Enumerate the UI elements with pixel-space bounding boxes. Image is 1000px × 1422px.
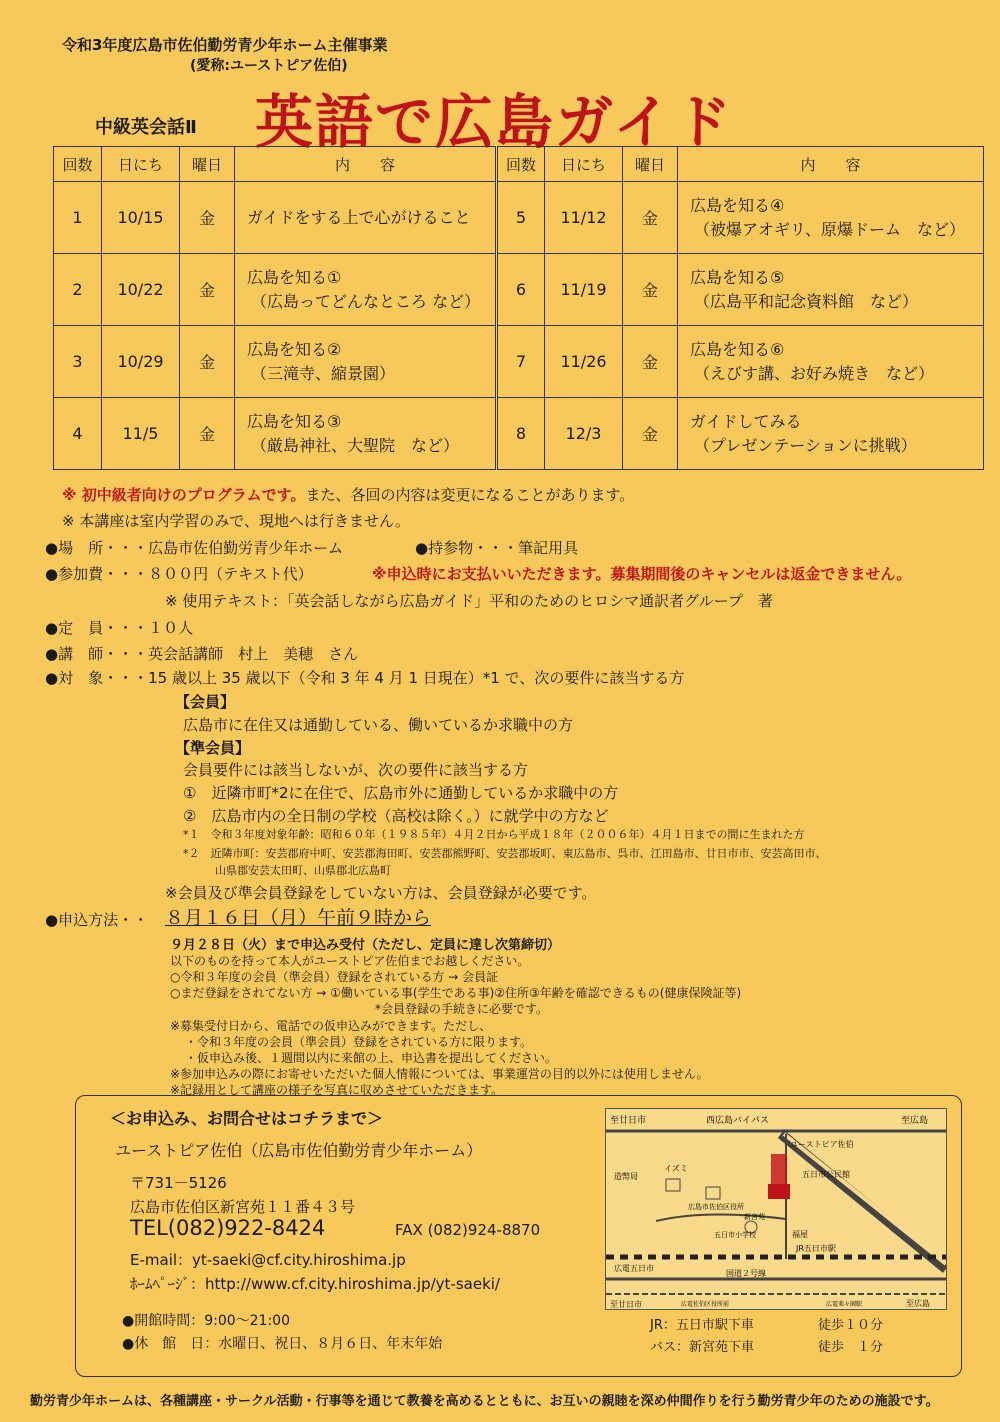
footer-text: 勤労青少年ホームは、各種講座・サークル活動・行事等を通じて教養を高めるとともに、お互いの親睦を深め仲間作りを行う勤労青少年のための施設です。 <box>30 1394 939 1409</box>
content-line: 広島を知る① <box>247 267 342 287</box>
header-date: 日にち <box>545 147 623 182</box>
apply-label: ●申込方法・・ <box>45 911 149 929</box>
apply-line: ※記録用として講座の様子を写真に収めさせていただきます。 <box>170 1083 504 1097</box>
info-place: ●場 所・・・広島市佐伯勤労青少年ホーム <box>45 539 344 557</box>
map-label: 至廿日市 <box>610 1300 642 1309</box>
email-link[interactable]: yt-saeki@cf.city.hiroshima.jp <box>192 1251 406 1269</box>
map-label: 広電五日市 <box>614 1264 654 1273</box>
session-date: 11/19 <box>545 254 623 326</box>
map-label: 広電佐伯区役所前 <box>681 1301 730 1308</box>
content-line: （厳島神社、大聖院 など） <box>251 435 460 455</box>
note-indoor: ※ 本講座は室内学習のみで、現地へは行きません。 <box>62 512 410 530</box>
apply-line: *会員登録の手続きに必要です。 <box>375 1002 549 1016</box>
apply-line: ※募集受付日から、電話での仮申込みができます。ただし、 <box>170 1019 492 1033</box>
contact-homepage <box>130 1273 500 1294</box>
map-label: 至広島 <box>901 1116 929 1126</box>
footnote-2: *２ 近隣市町：安芸郡府中町、安芸郡海田町、安芸郡熊野町、安芸郡坂町、東広島市、呉市、江田島市、廿日市市、安芸高田市、 <box>183 847 827 860</box>
sponsor-line: 令和3年度広島市佐伯勤労青少年ホーム主催事業 <box>62 36 388 54</box>
session-no: 8 <box>497 398 545 470</box>
session-day: 金 <box>623 398 678 470</box>
session-day: 金 <box>623 254 678 326</box>
session-date: 10/29 <box>102 326 180 398</box>
map-label: 福屋 <box>792 1230 808 1239</box>
session-date: 12/3 <box>545 398 623 470</box>
contact-org: ユーストピア佐伯（広島市佐伯勤労青少年ホーム） <box>115 1141 483 1160</box>
header-day: 曜日 <box>623 147 678 182</box>
content-line: （広島ってどんなところ など） <box>251 291 481 311</box>
access-jr: JR：五日市駅下車 <box>650 1318 754 1333</box>
content-line: （広島平和記念資料館 など） <box>694 291 919 311</box>
footnote-1: *１ 令和３年度対象年齢：昭和６０年（１９８５年）４月２日から平成１８年（２００６年）４月１日までの間に生まれた方 <box>183 828 805 841</box>
content-line: （えびす講、お好み焼き など） <box>694 363 935 383</box>
table-header-row <box>54 147 984 182</box>
map-label: 五日市小学校 <box>714 1231 756 1239</box>
info-fee: ●参加費・・・８００円（テキスト代） <box>45 565 313 583</box>
apply-line: ○令和３年度の会員（準会員）登録をされている方 → 会員証 <box>170 970 499 984</box>
info-bring: ●持参物・・・筆記用具 <box>415 539 579 557</box>
info-teacher: ●講 師・・・英会話講師 村上 美穂 さん <box>45 645 359 663</box>
izumi-building <box>666 1179 680 1191</box>
local-road <box>656 1214 786 1221</box>
table-row <box>54 254 984 326</box>
map-label: 西広島バイパス <box>706 1116 769 1126</box>
note-red-text: ※ 初中級者向けのプログラムです。 <box>62 486 306 504</box>
fax-label: FAX <box>395 1221 423 1239</box>
table-row <box>54 326 984 398</box>
content-line: 広島を知る⑥ <box>690 339 785 359</box>
homepage-link[interactable]: http://www.cf.city.hiroshima.jp/yt-saeki/ <box>205 1275 500 1293</box>
map-label: 至広島 <box>906 1299 930 1308</box>
info-capacity: ●定 員・・・１０人 <box>45 619 194 637</box>
session-content <box>678 254 984 326</box>
tel-number[interactable]: (082)922-8424 <box>167 1216 326 1240</box>
session-no: 4 <box>54 398 102 470</box>
closed-days: ●休 館 日：水曜日、祝日、８月６日、年末年始 <box>122 1336 443 1352</box>
apply-line: ・令和３年度の会員（準会員）登録をされている方に限ります。 <box>185 1035 533 1049</box>
nickname-line: (愛称:ユーストピア佐伯) <box>190 58 348 74</box>
footnote-2-cont: 山県郡安芸太田町、山県郡北広島町 <box>215 864 391 877</box>
apply-line: 以下のものを持って本人がユーストピア佐伯までお越しください。 <box>170 954 530 968</box>
assoc-cond-1: ① 近隣市町*2に在住で、広島市外に通勤しているか求職中の方 <box>183 784 619 802</box>
session-day: 金 <box>623 326 678 398</box>
session-date: 10/22 <box>102 254 180 326</box>
session-day: 金 <box>180 182 235 254</box>
page-title: 英語で広島ガイド <box>255 88 734 156</box>
table-row <box>54 182 984 254</box>
content-line: 広島を知る③ <box>247 411 342 431</box>
session-content <box>678 398 984 470</box>
homepage-label: ﾎｰﾑﾍﾟｰｼﾞ： <box>130 1275 206 1293</box>
session-day: 金 <box>180 398 235 470</box>
youthtopia-marker <box>768 1184 790 1199</box>
contact-address: 広島市佐伯区新宮苑１１番４３号 <box>130 1198 356 1216</box>
session-content <box>235 254 497 326</box>
table-row <box>54 398 984 470</box>
assoc-text: 会員要件には該当しないが、次の要件に該当する方 <box>183 761 529 779</box>
registration-note: ※会員及び準会員登録をしていない方は、会員登録が必要です。 <box>165 884 597 902</box>
content-line: （被爆アオギリ、原爆ドーム など） <box>694 219 966 239</box>
header-no: 回数 <box>497 147 545 182</box>
session-content <box>235 326 497 398</box>
contact-heading: ＜お申込み、お問合せはコチラまで＞ <box>110 1109 383 1128</box>
apply-start: ８月１６日（月）午前９時から <box>165 907 432 929</box>
info-textbook: ※ 使用テキスト：「英会話しながら広島ガイド」平和のためのヒロシマ通訳者グループ 著 <box>165 592 773 610</box>
content-line: （三滝寺、縮景園） <box>251 363 396 383</box>
contact-email <box>130 1249 406 1270</box>
content-line: 広島を知る④ <box>690 195 785 215</box>
access-bus: バス：新宮苑下車 <box>650 1340 755 1355</box>
contact-zip: 〒731－5126 <box>130 1174 227 1192</box>
map-label: 新宮苑 <box>744 1213 765 1221</box>
info-target: ●対 象・・・15 歳以上 35 歳以下（令和 3 年 4 月 1 日現在）*1 で、次の要件に該当する方 <box>45 669 685 687</box>
session-day: 金 <box>180 254 235 326</box>
schedule-table <box>53 146 984 470</box>
member-heading: 【会員】 <box>175 693 236 711</box>
email-label: E-mail： <box>130 1251 193 1269</box>
note-text: また、各回の内容は変更になることがあります。 <box>305 486 635 504</box>
tel-label: TEL <box>130 1216 168 1240</box>
session-content <box>235 182 497 254</box>
member-text: 広島市に在住又は通勤している、働いているか求職中の方 <box>183 716 574 734</box>
session-no: 5 <box>497 182 545 254</box>
header-content: 内 容 <box>678 147 984 182</box>
session-content <box>678 326 984 398</box>
apply-line: ・仮申込み後、１週間以内に来館の上、申込書を提出してください。 <box>185 1051 558 1065</box>
note-beginner <box>62 484 634 505</box>
ward-office-building <box>706 1187 720 1199</box>
info-fee-note: ※申込時にお支払いいただきます。募集期間後のキャンセルは返金できません。 <box>372 565 912 583</box>
apply-line: ○まだ登録をされてない方 → ①働いている事(学生である事)②住所③年齢を確認できるもの(健康保険証等) <box>170 986 742 1000</box>
session-content <box>235 398 497 470</box>
content-line: ガイドをする上で心がけること <box>247 207 471 227</box>
map-label: 国道２号線 <box>726 1269 766 1278</box>
session-no: 1 <box>54 182 102 254</box>
map-label: 五日市公民館 <box>802 1170 850 1179</box>
apply-deadline: ９月２８日（火）まで申込み受付（ただし、定員に達し次第締切） <box>170 938 561 953</box>
content-line: ガイドしてみる <box>690 411 802 431</box>
access-jr-walk: 徒歩１０分 <box>818 1318 884 1333</box>
map-label: JR五日市駅 <box>796 1244 836 1253</box>
session-date: 11/26 <box>545 326 623 398</box>
assoc-cond-2: ② 広島市内の全日制の学校（高校は除く。）に就学中の方など <box>183 807 609 825</box>
session-day: 金 <box>180 326 235 398</box>
session-content <box>678 182 984 254</box>
session-date: 11/5 <box>102 398 180 470</box>
contact-tel <box>130 1216 325 1240</box>
session-no: 6 <box>497 254 545 326</box>
assoc-heading: 【準会員】 <box>175 739 251 757</box>
header-day: 曜日 <box>180 147 235 182</box>
session-date: 10/15 <box>102 182 180 254</box>
fax-number: (082)924-8870 <box>427 1221 541 1239</box>
map-label: 至廿日市 <box>610 1116 647 1126</box>
session-no: 3 <box>54 326 102 398</box>
access-bus-walk: 徒歩 １分 <box>818 1340 884 1355</box>
map-label: 広電楽々園駅 <box>826 1301 863 1308</box>
header-date: 日にち <box>102 147 180 182</box>
access-map <box>605 1108 947 1310</box>
content-line: 広島を知る② <box>247 339 342 359</box>
session-day: 金 <box>623 182 678 254</box>
content-line: （プレゼンテーションに挑戦） <box>694 435 917 455</box>
content-line: 広島を知る⑤ <box>690 267 785 287</box>
apply-line: ※参加申込みの際にお寄せいただいた個人情報については、事業運営の目的以外には使用しません。 <box>170 1067 709 1081</box>
session-no: 2 <box>54 254 102 326</box>
header-content: 内 容 <box>235 147 497 182</box>
contact-fax <box>395 1221 540 1239</box>
map-graphic <box>606 1109 946 1309</box>
map-label: ユーストピア佐伯 <box>790 1140 854 1149</box>
session-date: 11/12 <box>545 182 623 254</box>
opening-hours: ●開館時間：9:00～21:00 <box>122 1313 290 1329</box>
header-no: 回数 <box>54 147 102 182</box>
map-label: 広島市佐伯区役所 <box>688 1203 744 1211</box>
map-label: 造幣局 <box>614 1172 638 1181</box>
course-level: 中級英会話Ⅱ <box>95 117 197 138</box>
session-no: 7 <box>497 326 545 398</box>
map-label: イズミ <box>664 1164 688 1173</box>
